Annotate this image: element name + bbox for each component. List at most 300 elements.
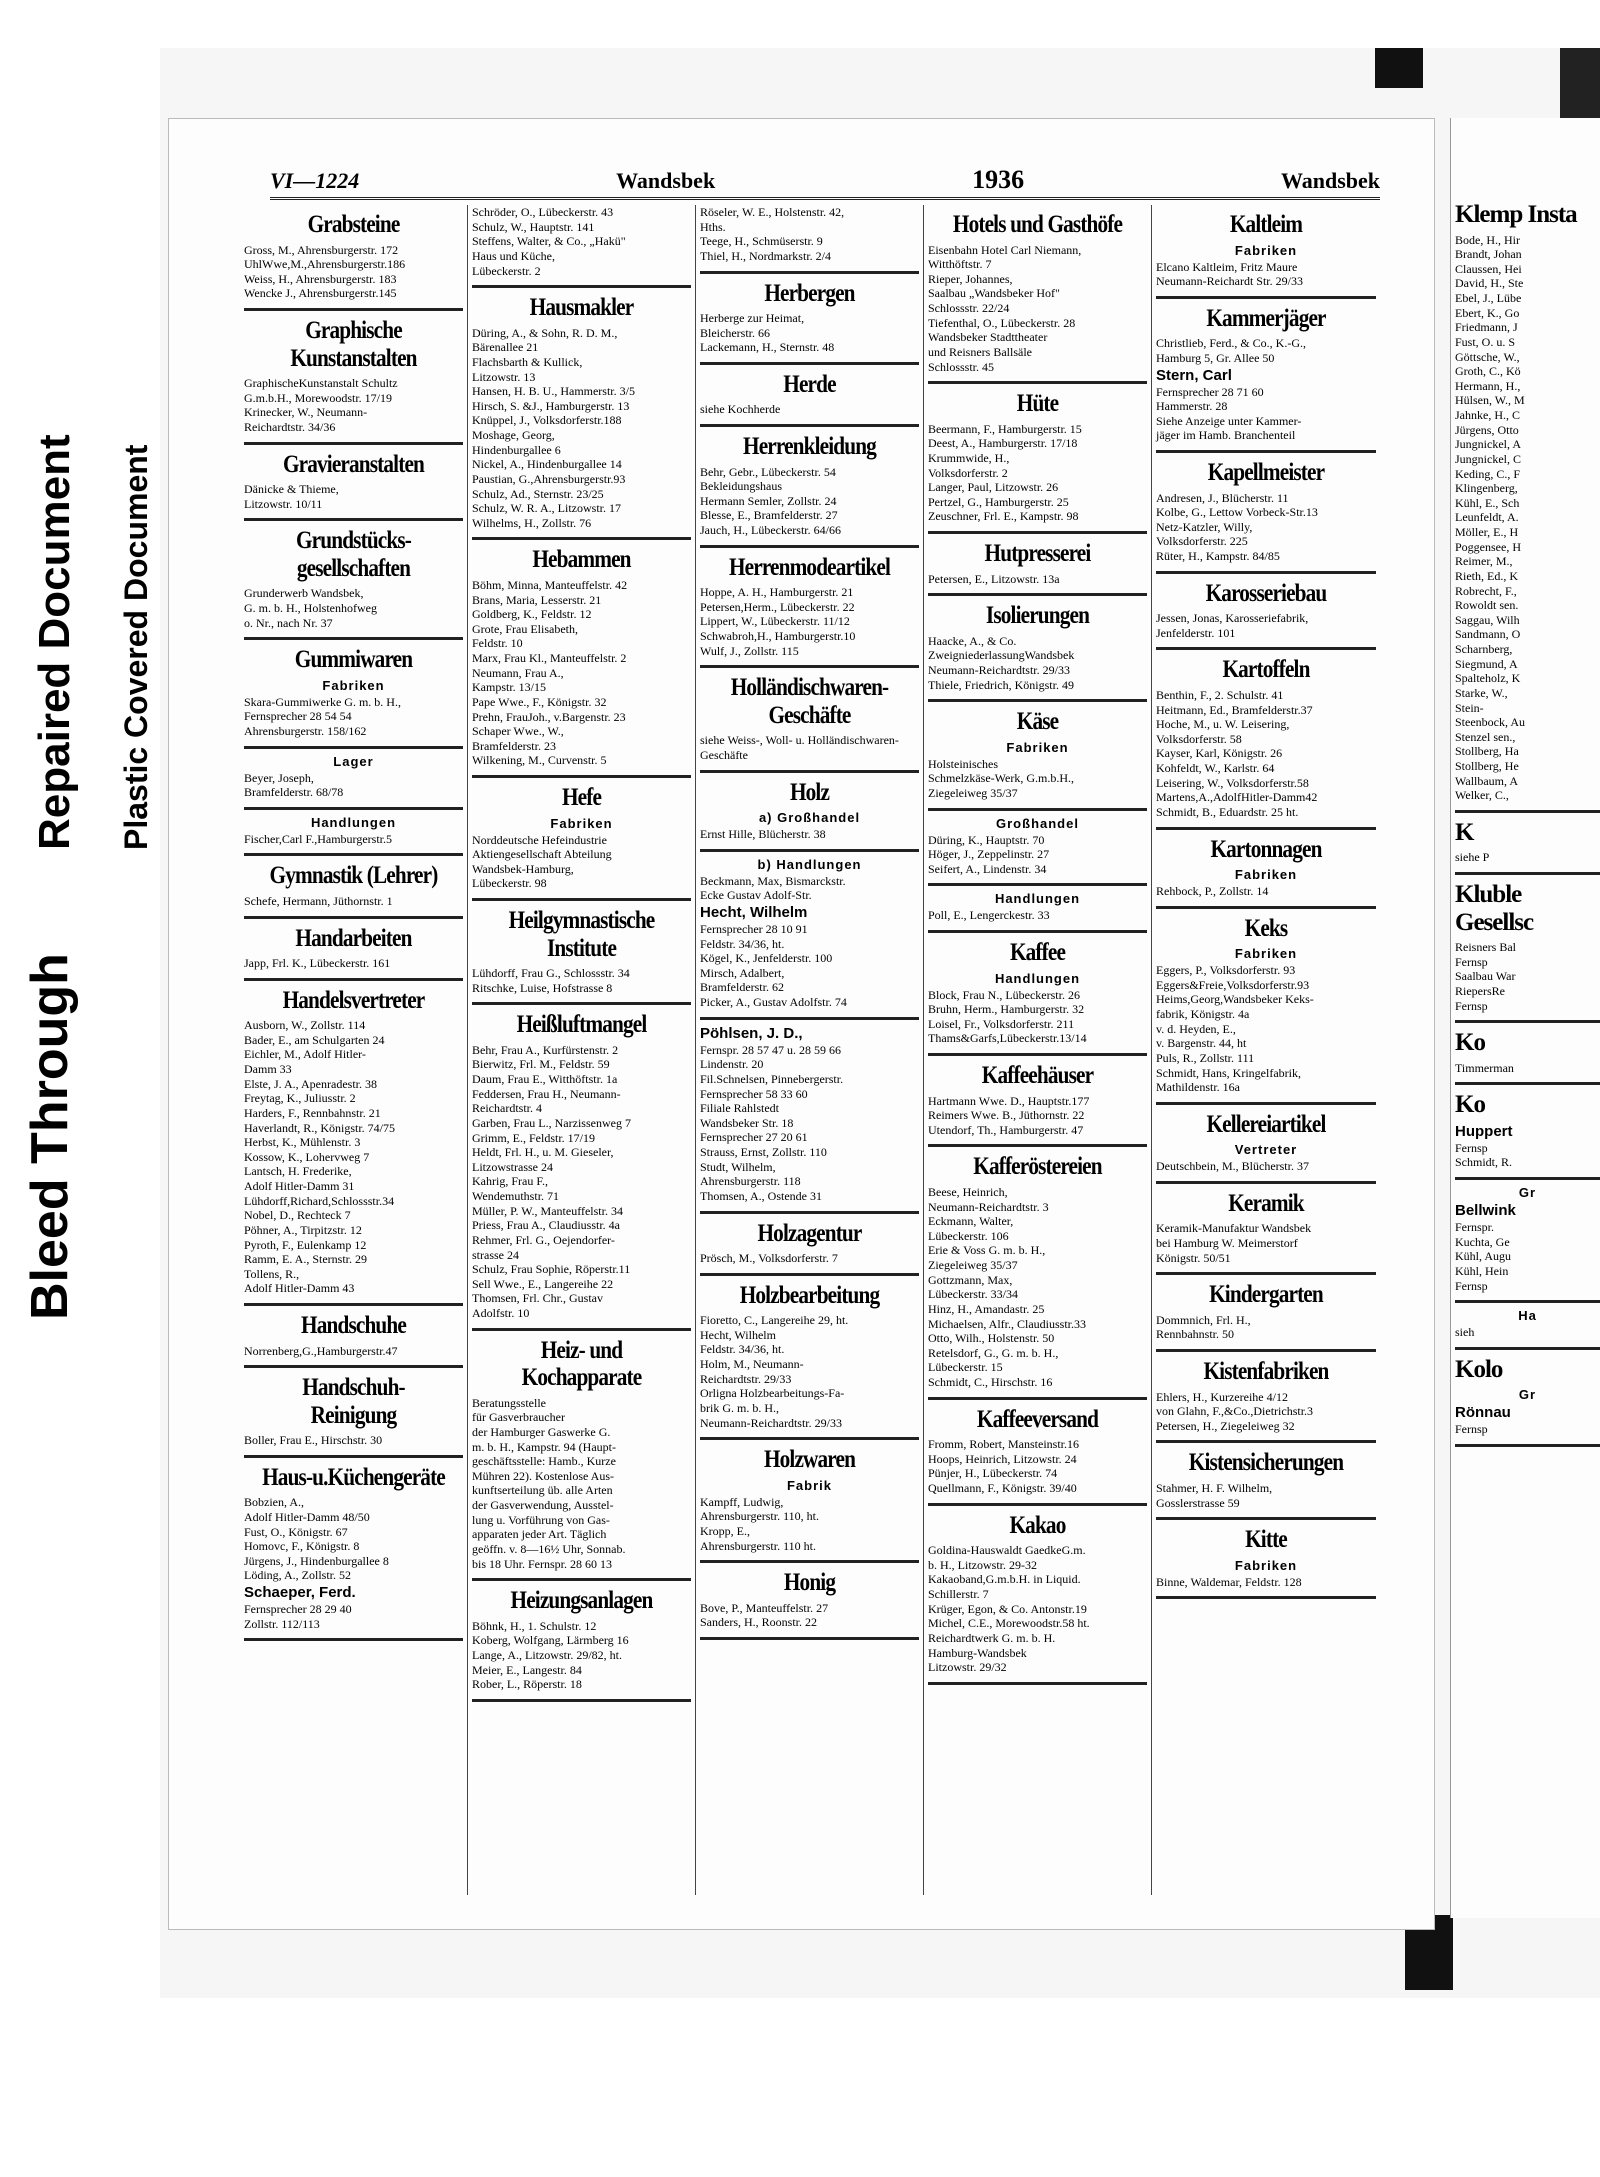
directory-entry: Böhnk, H., 1. Schulstr. 12 — [472, 1618, 597, 1633]
directory-entry: Andresen, J., Blücherstr. 11 — [1156, 490, 1289, 505]
directory-entry: Gottzmann, Max, — [928, 1272, 1013, 1287]
directory-entry: Studt, Wilhelm, — [700, 1159, 776, 1174]
subcategory-label: Vertreter — [1234, 1142, 1298, 1158]
directory-entry: Steffens, Walter, & Co., „Hakü" — [472, 234, 626, 249]
directory-entry: Blesse, E., Bramfelderstr. 27 — [700, 508, 838, 523]
directory-entry: Litzowstrasse 24 — [472, 1159, 553, 1174]
directory-entry: Christlieb, Ferd., & Co., K.-G., — [1156, 336, 1306, 351]
section-rule — [700, 271, 919, 274]
directory-column — [924, 205, 1152, 1895]
directory-entry: Hths. — [700, 219, 726, 234]
directory-entry: Rüter, H., Kampstr. 84/85 — [1156, 549, 1280, 563]
directory-entry: für Gasverbraucher — [472, 1410, 565, 1425]
directory-entry: Ahrensburgerstr. 110 ht. — [700, 1538, 816, 1553]
directory-entry: Fernspr. — [1455, 1220, 1494, 1234]
directory-entry: Lühdorff,Richard,Schlossstr.34 — [244, 1193, 395, 1208]
bold-entry-name: Bellwink — [1455, 1202, 1516, 1219]
directory-entry: Reichardtstr. 29/33 — [700, 1371, 792, 1386]
subcategory-label: Handlungen — [310, 814, 397, 830]
directory-entry: siehe P — [1455, 850, 1490, 865]
directory-entry: Zeuschner, Frl. E., Kampstr. 98 — [928, 509, 1079, 524]
section-rule — [700, 545, 919, 548]
directory-entry: Heims,Georg,Wandsbeker Keks- — [1156, 992, 1314, 1007]
directory-entry: Thiel, H., Nordmarkstr. 2/4 — [700, 248, 831, 263]
directory-entry: Rowoldt sen. — [1455, 598, 1519, 613]
page-header — [270, 165, 1380, 200]
directory-entry: Stollberg, Ha — [1455, 744, 1519, 759]
directory-entry: Hirsch, S. &J., Hamburgerstr. 13 — [472, 398, 630, 413]
directory-entry: Harders, F., Rennbahnstr. 21 — [244, 1105, 381, 1120]
section-rule — [700, 1560, 919, 1563]
directory-entry: Möller, E., H — [1455, 525, 1519, 539]
directory-entry: Kühl, Augu — [1455, 1249, 1512, 1264]
section-rule — [1455, 810, 1600, 813]
directory-entry: Pape Wwe., F., Königstr. 32 — [472, 694, 607, 709]
section-rule — [928, 699, 1147, 702]
directory-entry: Pöhner, A., Tirpitzstr. 12 — [244, 1222, 362, 1237]
directory-entry: fabrik, Königstr. 4a — [1156, 1007, 1250, 1021]
directory-entry: Goldberg, K., Feldstr. 12 — [472, 607, 592, 622]
directory-entry: UhlWwe,M.,Ahrensburgerstr.186 — [244, 257, 406, 272]
directory-entry: Lühdorff, Frau G., Schlossstr. 34 — [472, 966, 630, 980]
section-rule — [928, 531, 1147, 534]
directory-entry: Stollberg, He — [1455, 759, 1519, 773]
directory-entry: Bierwitz, Frl. M., Feldstr. 59 — [472, 1057, 610, 1072]
section-rule — [1455, 1020, 1600, 1023]
header-city-left: Wandsbek — [616, 168, 716, 193]
subcategory-label: Gr — [1518, 1185, 1537, 1200]
directory-entry: geöffn. v. 8—16½ Uhr, Sonnab. — [472, 1541, 626, 1556]
category-heading: Hebammen — [532, 546, 631, 574]
directory-entry: Litzowstr. 29/32 — [928, 1660, 1007, 1675]
directory-entry: Martens,A.,AdolfHitler-Damm42 — [1156, 790, 1318, 805]
directory-entry: Klingenberg, — [1455, 481, 1518, 496]
directory-entry: Ernst Hille, Blücherstr. 38 — [700, 827, 826, 841]
label-bleed-through: Bleed Through — [21, 953, 79, 1320]
directory-entry: Schlossstr. 45 — [928, 359, 995, 374]
section-rule — [244, 1455, 463, 1458]
subcategory-label: Großhandel — [996, 815, 1079, 831]
directory-entry: Netz-Katzler, Willy, — [1156, 519, 1253, 534]
directory-entry: Michel, C.E., Morewoodstr.58 ht. — [928, 1616, 1090, 1631]
category-heading: Ko — [1455, 1091, 1485, 1119]
directory-entry: Seifert, A., Lindenstr. 34 — [928, 861, 1047, 876]
directory-entry: Hansen, H. B. U., Hammerstr. 3/5 — [472, 384, 635, 399]
directory-entry: Mühren 22). Kostenlose Aus- — [472, 1468, 614, 1483]
section-rule — [1156, 1181, 1376, 1184]
directory-entry: Ahrensburgerstr. 158/162 — [244, 723, 367, 738]
directory-entry: Thomsen, Frl. Chr., Gustav — [472, 1291, 603, 1306]
category-heading: Kartoffeln — [1222, 656, 1310, 684]
subcategory-label: Fabriken — [1234, 946, 1298, 962]
directory-columns — [240, 205, 1380, 1895]
directory-entry: Fernsp — [1455, 998, 1488, 1013]
directory-entry: Paustian, G.,Ahrensburgerstr.93 — [472, 471, 626, 486]
directory-entry: der Hamburger Gaswerke G. — [472, 1424, 611, 1439]
directory-entry: GraphischeKunstanstalt Schultz — [244, 376, 398, 390]
directory-entry: Starke, W., — [1455, 685, 1508, 700]
directory-entry: Eggers&Freie,Volksdorferstr.93 — [1156, 977, 1310, 992]
directory-entry: Meier, E., Langestr. 84 — [472, 1662, 582, 1677]
directory-entry: brik G. m. b. H., — [700, 1400, 779, 1415]
directory-entry: Lübeckerstr. 106 — [928, 1228, 1009, 1243]
directory-entry: strasse 24 — [472, 1247, 519, 1262]
directory-entry: Lippert, W., Lübeckerstr. 11/12 — [700, 614, 850, 629]
directory-entry: Claussen, Hei — [1455, 261, 1522, 276]
directory-entry: Brandt, Johan — [1455, 247, 1522, 262]
directory-entry: Schefe, Hermann, Jüthornstr. 1 — [244, 893, 393, 908]
directory-entry: Fil.Schnelsen, Pinnebergerstr. — [700, 1071, 844, 1086]
category-heading: Holz — [789, 778, 830, 806]
category-heading: Herrenmodeartikel — [728, 553, 890, 581]
section-rule — [244, 853, 463, 856]
directory-entry: Rehmer, Frl. G., Oejendorfer- — [472, 1232, 615, 1247]
directory-entry: siehe Kochherde — [700, 402, 781, 417]
category-heading: Heiz- und Kochapparate — [521, 1336, 642, 1392]
directory-entry: Böhm, Minna, Manteuffelstr. 42 — [472, 577, 628, 592]
directory-entry: Loisel, Fr., Volksdorferstr. 211 — [928, 1016, 1075, 1031]
directory-entry: Siehe Anzeige unter Kammer- — [1156, 413, 1302, 428]
directory-entry: Norrenberg,G.,Hamburgerstr.47 — [244, 1343, 398, 1358]
directory-entry: Saggau, Wilh — [1455, 612, 1520, 627]
directory-entry: Priess, Frau A., Claudiusstr. 4a — [472, 1218, 621, 1233]
directory-entry: Kohfeldt, W., Karlstr. 64 — [1156, 761, 1275, 775]
section-rule — [928, 883, 1147, 886]
subcategory-label: Fabriken — [1006, 739, 1069, 755]
directory-entry: Krinecker, W., Neumann- — [244, 405, 368, 420]
directory-entry: Reichardtwerk G. m. b. H. — [928, 1630, 1056, 1645]
directory-entry: Volksdorferstr. 225 — [1156, 534, 1248, 549]
section-rule — [700, 1637, 919, 1640]
subcategory-label: b) Handlungen — [757, 856, 862, 872]
directory-entry: Sell Wwe., E., Langereihe 22 — [472, 1276, 614, 1291]
directory-entry: Hartmann Wwe. D., Hauptstr.177 — [928, 1093, 1090, 1108]
header-city-right: Wandsbek — [1280, 168, 1380, 193]
directory-entry: Weiss, H., Ahrensburgerstr. 183 — [244, 271, 397, 286]
section-rule — [700, 1273, 919, 1276]
directory-entry: Hinz, H., Amandastr. 25 — [928, 1301, 1045, 1316]
directory-entry: Fromm, Robert, Mansteinstr.16 — [928, 1437, 1079, 1452]
section-rule — [1156, 647, 1376, 650]
category-heading: Kaltleim — [1229, 211, 1303, 238]
directory-entry: Kühl, E., Sch — [1455, 495, 1520, 510]
directory-entry: Herbst, K., Mühlenstr. 3 — [244, 1135, 361, 1150]
directory-entry: Utendorf, Th., Hamburgerstr. 47 — [928, 1122, 1084, 1137]
category-heading: Kistenfabriken — [1203, 1358, 1329, 1385]
section-rule — [928, 930, 1147, 933]
directory-entry: Schwabroh,H., Hamburgerstr.10 — [700, 629, 856, 643]
directory-entry: Ahrensburgerstr. 110, ht. — [700, 1509, 819, 1524]
section-rule — [1455, 1444, 1600, 1447]
directory-entry: Düring, A., & Sohn, R. D. M., — [472, 325, 618, 340]
directory-entry: Fernsprecher 27 20 61 — [700, 1130, 808, 1145]
directory-entry: Schmelzkäse-Werk, G.m.b.H., — [928, 771, 1074, 786]
directory-column — [240, 205, 468, 1895]
directory-entry: Mirsch, Adalbert, — [700, 965, 785, 980]
subcategory-label: Handlungen — [994, 891, 1081, 907]
directory-entry: Bärenallee 21 — [472, 340, 539, 355]
directory-entry: Saalbau War — [1455, 969, 1516, 984]
directory-entry: Bramfelderstr. 62 — [700, 980, 784, 995]
directory-entry: Fernsprecher 28 54 54 — [244, 709, 352, 724]
directory-entry: apparaten jeder Art. Täglich — [472, 1527, 607, 1542]
section-rule — [1156, 296, 1376, 299]
directory-entry: Rennbahnstr. 50 — [1156, 1327, 1234, 1342]
directory-entry: Feldstr. 10 — [472, 636, 523, 651]
directory-entry: Kuchta, Ge — [1455, 1234, 1510, 1249]
directory-entry: Thiele, Friedrich, Königstr. 49 — [928, 677, 1074, 692]
directory-column — [468, 205, 696, 1895]
directory-entry: Krummwide, H., — [928, 450, 1010, 465]
category-heading: K — [1455, 818, 1474, 846]
section-rule — [928, 381, 1147, 384]
directory-entry: Stein- — [1455, 700, 1484, 715]
directory-entry: Mathildenstr. 16a — [1156, 1080, 1240, 1095]
directory-entry: Jürgens, Otto — [1455, 422, 1519, 437]
directory-entry: Reisners Bal — [1455, 940, 1516, 954]
directory-entry: Spalteholz, K — [1455, 671, 1521, 686]
directory-entry: Welker, C., — [1455, 788, 1509, 803]
directory-entry: Heitmann, Ed., Bramfelderstr.37 — [1156, 702, 1313, 717]
section-rule — [472, 285, 691, 288]
directory-entry: Bruhn, Herm., Hamburgerstr. 32 — [928, 1002, 1085, 1017]
directory-entry: Leisering, W., Volksdorferstr.58 — [1156, 775, 1309, 790]
section-rule — [1455, 1082, 1600, 1085]
directory-entry: Lackemann, H., Sternstr. 48 — [700, 340, 835, 355]
directory-entry: bis 18 Uhr. Fernspr. 28 60 13 — [472, 1556, 613, 1571]
directory-entry: Rieth, Ed., K — [1455, 568, 1518, 583]
directory-entry: Lübeckerstr. 2 — [472, 263, 541, 278]
directory-entry: Ramm, E. A., Sternstr. 29 — [244, 1252, 367, 1267]
directory-entry: Höger, J., Zeppelinstr. 27 — [928, 847, 1050, 862]
directory-entry: Rehbock, P., Zollstr. 14 — [1156, 884, 1269, 898]
directory-entry: Kayser, Karl, Königstr. 26 — [1156, 746, 1283, 761]
section-rule — [1156, 1349, 1376, 1352]
directory-entry: Eckmann, Walter, — [928, 1214, 1014, 1229]
directory-entry: Jürgens, J., Hindenburgallee 8 — [244, 1553, 389, 1568]
directory-entry: Hoops, Heinrich, Litzowstr. 24 — [928, 1451, 1077, 1466]
category-heading: Herbergen — [764, 279, 855, 307]
directory-entry: Elste, J. A., Apenradestr. 38 — [244, 1076, 377, 1091]
section-rule — [244, 1303, 463, 1306]
directory-entry: Langer, Paul, Litzowstr. 26 — [928, 480, 1059, 495]
section-rule — [700, 1211, 919, 1214]
directory-entry: Lübeckerstr. 33/34 — [928, 1287, 1018, 1302]
category-heading: Kammerjäger — [1206, 304, 1326, 332]
category-heading: Holzagentur — [757, 1219, 862, 1247]
directory-entry: bei Hamburg W. Meimerstorf — [1156, 1236, 1298, 1250]
directory-entry: Jungnickel, A — [1455, 437, 1521, 452]
directory-entry: Garben, Frau L., Narzissenweg 7 — [472, 1115, 631, 1130]
category-heading: Hutpresserei — [984, 540, 1091, 567]
directory-entry: Kampff, Ludwig, — [700, 1494, 784, 1509]
directory-entry: Puls, R., Zollstr. 111 — [1156, 1050, 1255, 1065]
directory-entry: Ziegeleiweg 35/37 — [928, 785, 1018, 800]
directory-entry: Beratungsstelle — [472, 1395, 546, 1410]
directory-entry: und Reisners Ballsäle — [928, 344, 1032, 359]
header-year: 1936 — [972, 165, 1025, 194]
directory-entry: Kakaoband,G.m.b.H. in Liquid. — [928, 1572, 1081, 1587]
bold-entry-name: Stern, Carl — [1156, 366, 1232, 384]
directory-entry: Block, Frau N., Lübeckerstr. 26 — [928, 987, 1080, 1002]
directory-entry: G. m. b. H., Holstenhofweg — [244, 600, 377, 615]
subcategory-label: Ha — [1518, 1308, 1537, 1324]
directory-entry: Prösch, M., Volksdorferstr. 7 — [700, 1251, 838, 1265]
directory-entry: Grote, Frau Elisabeth, — [472, 621, 578, 636]
directory-entry: Goldina-Hauswaldt GaedkeG.m. — [928, 1543, 1086, 1558]
page-number: VI—1224 — [270, 168, 360, 193]
category-heading: Käse — [1016, 708, 1059, 736]
section-rule — [472, 775, 691, 778]
directory-entry: Siegmund, A — [1455, 656, 1518, 671]
directory-entry: Bekleidungshaus — [700, 479, 782, 494]
directory-entry: Saalbau „Wandsbeker Hof" — [928, 286, 1060, 301]
directory-entry: Bode, H., Hir — [1455, 232, 1520, 247]
section-rule — [700, 770, 919, 773]
directory-entry: b. H., Litzowstr. 29-32 — [928, 1557, 1037, 1572]
directory-entry: Reimers Wwe. B., Jüthornstr. 22 — [928, 1108, 1085, 1123]
directory-entry: Ebert, K., Go — [1455, 305, 1520, 320]
directory-entry: Holsteinisches — [928, 756, 998, 771]
subcategory-label: Fabriken — [1234, 242, 1298, 258]
directory-entry: Elcano Kaltleim, Fritz Maure — [1156, 259, 1298, 274]
directory-entry: Hamburg-Wandsbek — [928, 1645, 1027, 1660]
directory-entry: Neumann-Reichardt Str. 29/33 — [1156, 274, 1303, 289]
category-heading: Kakao — [1009, 1511, 1066, 1539]
subcategory-label: Gr — [1518, 1387, 1537, 1403]
category-heading: Handschuhe — [301, 1312, 406, 1339]
section-rule — [1156, 906, 1376, 909]
section-rule — [928, 808, 1147, 811]
section-rule — [244, 978, 463, 981]
directory-entry: Litzowstr. 10/11 — [244, 496, 323, 511]
directory-entry: RiepersRe — [1455, 983, 1505, 998]
directory-entry: Grunderwerb Wandsbek, — [244, 586, 364, 601]
directory-entry: Fioretto, C., Langereihe 29, ht. — [700, 1313, 849, 1328]
category-heading: Hüte — [1016, 390, 1059, 418]
directory-entry: Nobel, D., Rechteck 7 — [244, 1208, 351, 1223]
directory-entry: Homovc, F., Königstr. 8 — [244, 1539, 360, 1554]
directory-entry: Ecke Gustav Adolf-Str. — [700, 888, 812, 903]
directory-entry: m. b. H., Kampstr. 94 (Haupt- — [472, 1439, 616, 1454]
label-plastic-covered: Plastic Covered Document — [118, 444, 154, 850]
directory-entry: Deest, A., Hamburgerstr. 17/18 — [928, 436, 1078, 451]
directory-entry: Keding, C., F — [1455, 466, 1521, 481]
directory-entry: Lübeckerstr. 98 — [472, 876, 547, 891]
directory-entry: Dommnich, Frl. H., — [1156, 1312, 1251, 1327]
category-heading: Isolierungen — [985, 602, 1090, 630]
directory-entry: Neumann-Reichardtstr. 29/33 — [700, 1415, 842, 1430]
directory-entry: Boller, Frau E., Hirschstr. 30 — [244, 1433, 383, 1448]
directory-entry: Wencke J., Ahrensburgerstr.145 — [244, 286, 397, 301]
section-rule — [1156, 1440, 1376, 1443]
directory-entry: David, H., Ste — [1455, 276, 1524, 291]
directory-entry: Neumann, Frau A., — [472, 665, 564, 680]
category-heading: Klemp Insta — [1455, 201, 1577, 228]
section-rule — [700, 362, 919, 365]
directory-entry: Knüppel, J., Volksdorferstr.188 — [472, 413, 622, 428]
bold-entry-name: Huppert — [1455, 1122, 1513, 1140]
directory-entry: Göttsche, W., — [1455, 349, 1520, 364]
subcategory-label: a) Großhandel — [758, 810, 861, 825]
directory-entry: Fernsprecher 28 29 40 — [244, 1602, 352, 1616]
directory-entry: Fernsp — [1455, 1278, 1488, 1293]
category-heading: Gummiwaren — [294, 646, 413, 674]
category-heading: Kellereiartikel — [1206, 1110, 1326, 1138]
category-heading: Heizungsanlagen — [510, 1587, 653, 1615]
section-rule — [1455, 1177, 1600, 1180]
directory-entry: Grimm, E., Feldstr. 17/19 — [472, 1130, 595, 1145]
directory-entry: Picker, A., Gustav Adolfstr. 74 — [700, 995, 847, 1009]
subcategory-label: Fabrik — [786, 1477, 832, 1493]
section-rule — [1455, 1300, 1600, 1303]
directory-entry: Neumann-Reichardtstr. 3 — [928, 1199, 1049, 1214]
directory-entry: Wilkening, M., Curvenstr. 5 — [472, 753, 607, 768]
directory-entry: Fust, O. u. S — [1455, 334, 1516, 349]
directory-entry: Robrecht, F., — [1455, 583, 1517, 598]
directory-entry: Prehn, FrauJoh., v.Bargenstr. 23 — [472, 709, 626, 724]
category-heading: Herrenkleidung — [743, 433, 876, 460]
directory-entry: Hammerstr. 28 — [1156, 399, 1228, 414]
directory-entry: Hoche, M., u. W. Leisering, — [1156, 717, 1290, 732]
directory-entry: Schröder, O., Lübeckerstr. 43 — [472, 205, 614, 219]
directory-entry: Kropp, E., — [700, 1523, 750, 1538]
section-rule — [1156, 1517, 1376, 1520]
directory-entry: Lübeckerstr. 15 — [928, 1360, 1003, 1375]
category-heading: Grabsteine — [307, 211, 400, 238]
directory-entry: Skara-Gummiwerke G. m. b. H., — [244, 694, 401, 709]
directory-entry: Pyroth, F., Eulenkamp 12 — [244, 1237, 367, 1252]
directory-entry: Poll, E., Lengerckestr. 33 — [928, 908, 1050, 923]
directory-entry: Erie & Voss G. m. b. H., — [928, 1243, 1046, 1258]
directory-entry: Hindenburgallee 6 — [472, 442, 561, 457]
directory-entry: Jessen, Jonas, Karosseriefabrik, — [1156, 611, 1309, 626]
directory-entry: Ritschke, Luise, Hofstrasse 8 — [472, 980, 613, 995]
directory-entry: Feldstr. 34/36, ht. — [700, 1342, 785, 1357]
directory-entry: Feddersen, Frau H., Neumann- — [472, 1086, 621, 1101]
category-heading: Haus-u.Küchengeräte — [262, 1463, 445, 1491]
directory-entry: Wandsbek-Hamburg, — [472, 861, 574, 876]
section-rule — [1156, 1102, 1376, 1105]
section-rule — [472, 1699, 691, 1702]
directory-entry: Petersen, E., Litzowstr. 13a — [928, 571, 1060, 586]
directory-entry: Sandmann, O — [1455, 627, 1521, 642]
subcategory-label: Handlungen — [994, 970, 1081, 986]
category-heading: Heißluftmangel — [516, 1011, 647, 1039]
directory-entry: Eisenbahn Hotel Carl Niemann, — [928, 242, 1082, 257]
directory-entry: Friedmann, J — [1455, 320, 1518, 335]
category-heading: Kistensicherungen — [1188, 1449, 1344, 1477]
directory-entry: Fernsprecher 28 71 60 — [1156, 384, 1264, 399]
category-heading: Grundstücks-gesellschaften — [296, 527, 411, 582]
directory-entry: Rieper, Johannes, — [928, 271, 1013, 286]
directory-entry: Löding, A., Zollstr. 52 — [244, 1568, 352, 1583]
directory-entry: Hoppe, A. H., Hamburgerstr. 21 — [700, 585, 854, 600]
directory-entry: Wandsbeker Stadttheater — [928, 330, 1048, 345]
directory-entry: geschäftsstelle: Hamb., Kurze — [472, 1454, 616, 1469]
directory-entry: jäger im Hamb. Branchenteil — [1156, 428, 1296, 443]
directory-entry: Wulf, J., Zollstr. 115 — [700, 643, 799, 658]
directory-entry: Kühl, Hein — [1455, 1263, 1509, 1278]
category-heading: Kapellmeister — [1207, 459, 1325, 486]
directory-entry: Bramfelderstr. 68/78 — [244, 785, 344, 800]
section-rule — [244, 308, 463, 311]
section-rule — [244, 1638, 463, 1641]
directory-entry: Hermann Semler, Zollstr. 24 — [700, 493, 837, 508]
category-heading: Kaffee — [1009, 939, 1066, 966]
category-heading: Hefe — [561, 784, 602, 811]
directory-entry: Bobzien, A., — [244, 1495, 304, 1510]
